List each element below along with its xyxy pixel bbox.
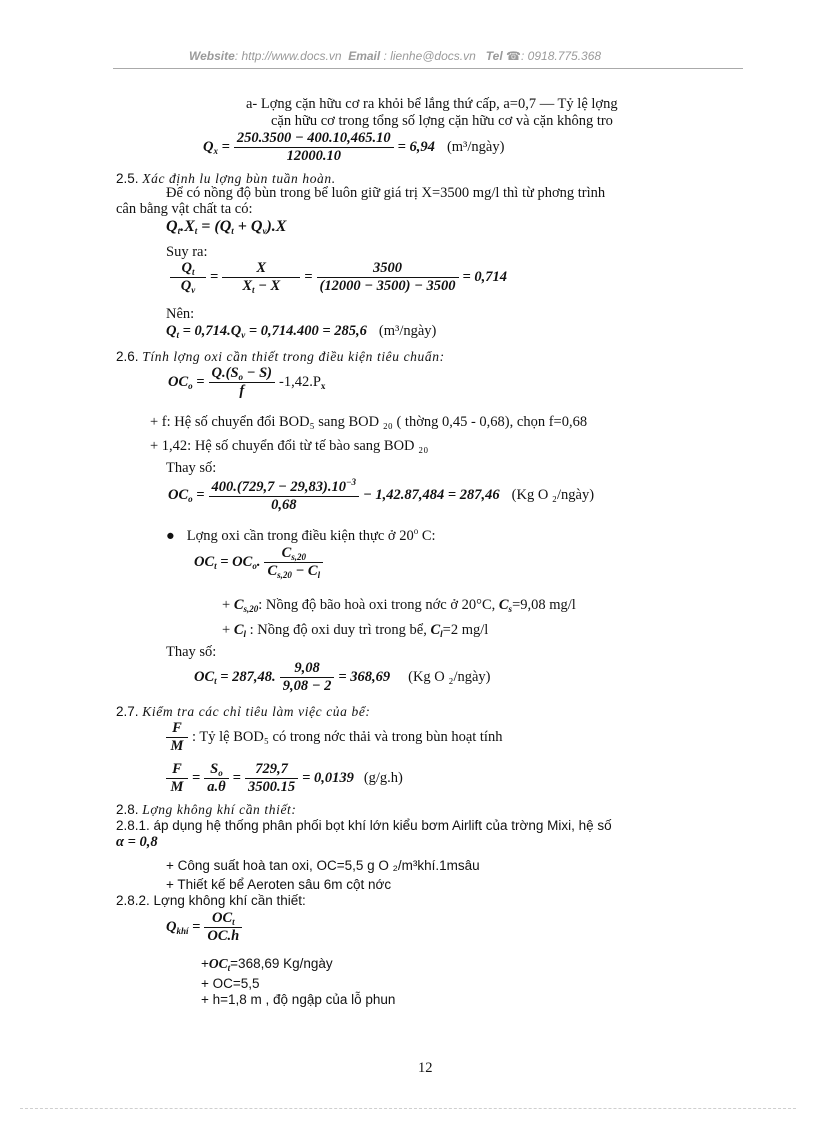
- qx-denominator: 12000.10: [286, 148, 341, 164]
- fm-note: : Tỷ lệ BOD₅ có trong nớc thải và trong bùn hoạt tính: [192, 729, 503, 745]
- cl-note: + $C_l$ : Nồng độ oxi duy trì trong bể, $C_l=2$ mg/l: [222, 622, 489, 639]
- qt-formula: $Q_t = 0,714.Q_v = 0,714.400 = 285,6$ (m³/ngày): [166, 323, 437, 340]
- ratio-formula: $\frac{Q_t}{Q_v}$ = $\frac{X}{X_t - X}$ = $\frac{3500}{(12000 - 3500) - 3500}$ = 0,714: [170, 260, 507, 295]
- ratio-den: (12000 − 3500) − 3500: [319, 278, 456, 294]
- qx-fraction: [234, 130, 394, 165]
- tel-label: Tel: [485, 49, 503, 63]
- suy-ra: Suy ra:: [166, 244, 208, 260]
- f-note: + f: Hệ số chuyển đổi BOD₅ sang BOD ₂₀ ( thờng 0,45 - 0,68), chọn f=0,68: [150, 414, 588, 430]
- bullet-line: ● Lợng oxi cần trong điều kiện thực ở 20$^o$ C:: [166, 526, 436, 544]
- balance-equation: $Q_t.X_t = (Q_t + Q_v).X$: [166, 218, 287, 236]
- thay-so-2: Thay số:: [166, 644, 217, 660]
- oc0-unit: (Kg O ₂/ngày): [511, 487, 595, 503]
- qx-lhs: $Q_x$ =: [203, 139, 230, 156]
- website-url: : http://www.docs.vn: [234, 49, 342, 63]
- qx-formula: [203, 130, 504, 165]
- section-2-5-text1: Để có nồng độ bùn trong bể luôn giữ giá trị X=3500 mg/l thì từ phơng trình: [166, 185, 606, 201]
- section-2-8-heading: 2.8. Lợng không khí cần thiết:: [116, 802, 297, 817]
- email-address: : lienhe@docs.vn: [383, 49, 476, 63]
- ratio-num: 3500: [317, 260, 459, 278]
- tel-number: : 0918.775.368: [521, 49, 602, 63]
- phone-icon: ☎: [506, 49, 521, 63]
- alpha-value: α = 0,8: [116, 834, 158, 850]
- nen: Nên:: [166, 306, 195, 322]
- oc0-formula: $OC_o$ = $\frac{Q.(S_o - S)}{f}$ $-1,42.P_x$: [168, 365, 326, 399]
- qkhi-formula: $Q_{khí}$ = $\frac{OC_t}{OC.h}$: [166, 910, 242, 945]
- section-2-8-2: 2.8.2. Lợng không khí cần thiết:: [116, 893, 306, 908]
- section-2-7-heading: 2.7. Kiểm tra các chỉ tiêu làm việc của bể:: [116, 704, 371, 719]
- qx-numerator: 250.3500 − 400.10,465.10: [234, 130, 394, 148]
- item-a: a- Lợng cặn hữu cơ ra khỏi bể lắng thứ cấp, a=0,7 — Tỷ lệ lợng: [246, 96, 618, 112]
- header-rule: [113, 68, 743, 69]
- k-note: + 1,42: Hệ số chuyển đổi từ tế bào sang BOD ₂₀: [150, 438, 429, 454]
- fm-calc: $\frac{F}{M}$ = $\frac{S_o}{a.\theta}$ = $\frac{729,7}{3500.15}$ = 0,0139 (g/g.h): [166, 761, 403, 796]
- website-label: Website: [189, 49, 235, 63]
- qx-result: = 6,94: [397, 139, 435, 155]
- oct-definition: $OC_t = OC_o$. $\frac{C_{s,20}}{C_{s,20} - C_l}$: [194, 545, 323, 580]
- thay-so-1: Thay số:: [166, 460, 217, 476]
- email-label: Email: [348, 49, 381, 63]
- footer-rule: [20, 1108, 796, 1109]
- section-2-6-heading: 2.6. Tính lợng oxi cần thiết trong điều kiện tiêu chuẩn:: [116, 349, 445, 364]
- oc0-tail: $-1,42.P_x$: [278, 374, 326, 391]
- page-number: 12: [418, 1060, 433, 1076]
- page-header: [189, 49, 601, 63]
- oc0-calc: $OC_o$ = $\frac{400.(729,7 - 29,83).10^{-3}}{0,68}$ − 1,42.87,484 = 287,46 (Kg O ₂/ngày): [168, 477, 595, 513]
- section-2-8-1: 2.8.1. áp dụng hệ thống phân phối bọt khí lớn kiểu bơm Airlift của trờng Mixi, hệ số: [116, 818, 612, 833]
- ratio-result: = 0,714: [462, 269, 508, 285]
- oct-unit: (Kg O ₂/ngày): [408, 669, 491, 685]
- cong-suat: + Công suất hoà tan oxi, OC=5,5 g O ₂/m³khí.1msâu: [166, 858, 480, 873]
- section-2-5-heading: 2.5. Xác định lu lợng bùn tuần hoàn.: [116, 171, 336, 186]
- h-value: + h=1,8 m , độ ngập của lỗ phun: [201, 992, 396, 1007]
- fm-definition: $\frac{F}{M}$ : Tỷ lệ BOD₅ có trong nớc thải và trong bùn hoạt tính: [166, 720, 502, 755]
- oc-value: + OC=5,5: [201, 976, 260, 991]
- cs-note: + $C_{s,20}$: Nồng độ bão hoà oxi trong nớc ở 20°C, $C_s=9,08$ mg/l: [222, 597, 576, 614]
- oct-calc: $OC_t = 287,48$. $\frac{9,08}{9,08 - 2}$ = 368,69 (Kg O ₂/ngày): [194, 660, 491, 694]
- oc0-calc-result: − 1,42.87,484 = 287,46: [362, 487, 500, 503]
- section-2-5-text2: cân bằng vật chất ta có:: [116, 201, 253, 217]
- thiet-ke: + Thiết kế bể Aeroten sâu 6m cột nớc: [166, 877, 392, 892]
- item-a-cont: cặn hữu cơ trong tổng số lợng cặn hữu cơ và cặn không tro: [271, 113, 613, 129]
- qt-unit: (m³/ngày): [378, 323, 437, 339]
- fm-unit: (g/g.h): [363, 770, 403, 786]
- bullet-dot: ●: [166, 528, 175, 544]
- qx-unit: (m³/ngày): [446, 139, 505, 155]
- oct-value: $+OC_t=368,69$ Kg/ngày: [201, 956, 333, 973]
